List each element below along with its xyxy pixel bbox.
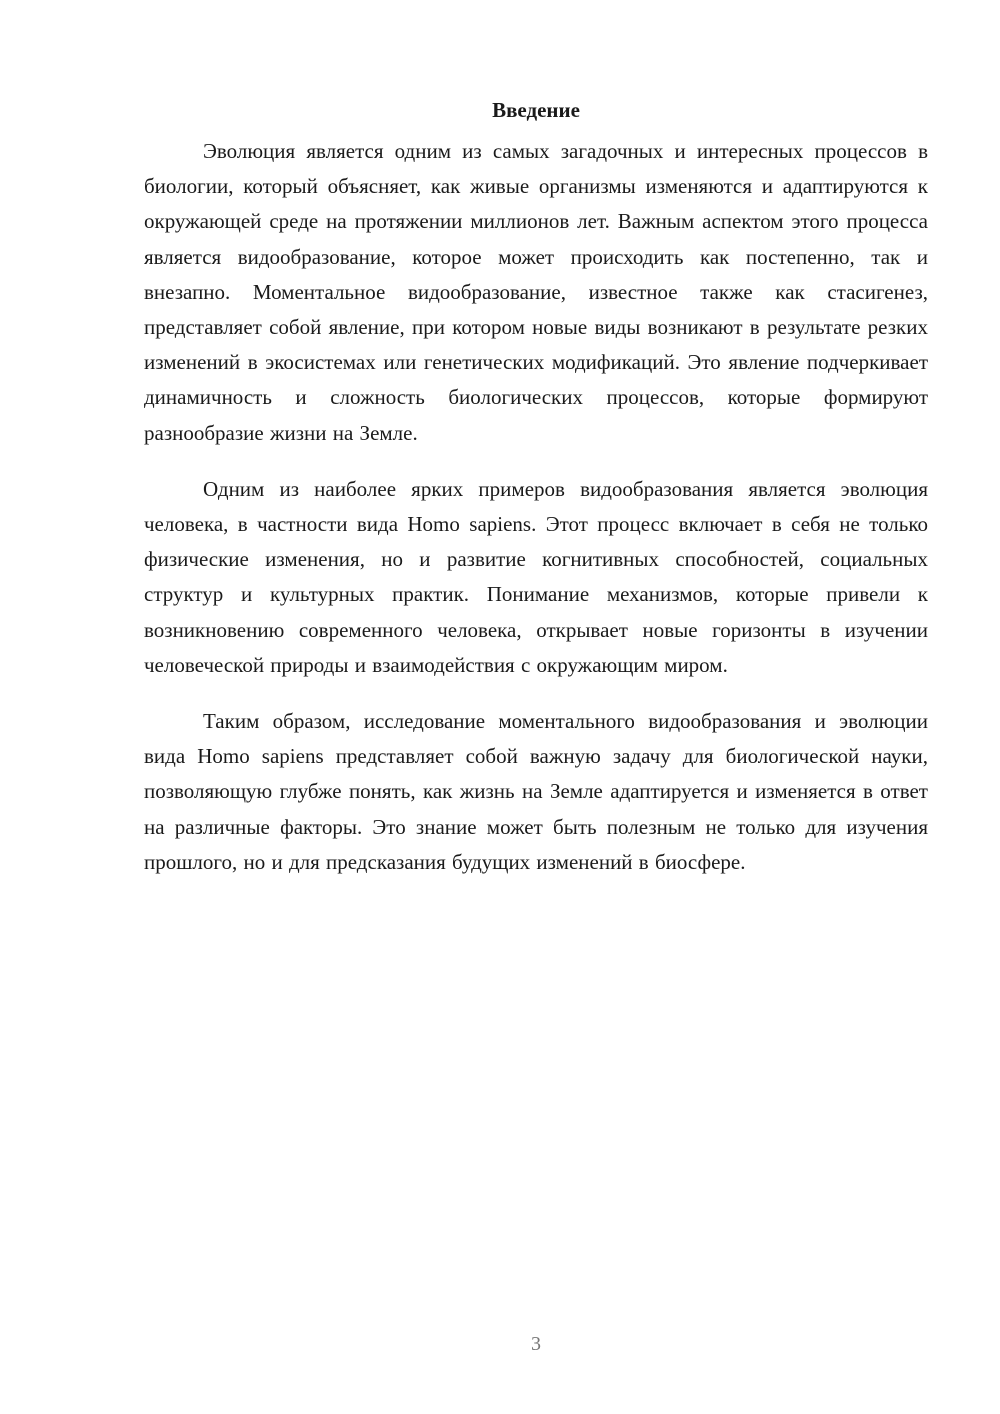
page-content (144, 92, 928, 880)
paragraph-2: Одним из наиболее ярких примеров видообразования является эволюция человека, в частности вида Homo sapiens. Этот процесс включает в себя не только физические изменения, но и развитие когнитивных способностей, социальных структур и культурных практик. Понимание механизмов, которые привели к возникновению современного человека, открывает новые горизонты в изучении человеческой природы и взаимодействия с окружающим миром. (144, 476, 928, 677)
paragraph-1: Эволюция является одним из самых загадочных и интересных процессов в биологии, который объясняет, как живые организмы изменяются и адаптируются к окружающей среде на протяжении миллионов лет. Важным аспектом этого процесса является видообразование, которое может происходить как постепенно, так и внезапно. Моментальное видообразование, известное также как стасигенез, представляет собой явление, при котором новые виды возникают в результате резких изменений в экосистемах или генетических модификаций. Это явление подчеркивает динамичность и сложность биологических процессов, которые формируют разнообразие жизни на Земле. (144, 139, 928, 445)
paragraph-3: Таким образом, исследование моментального видообразования и эволюции вида Homo sapiens представляет собой важную задачу для биологической науки, позволяющую глубже понять, как жизнь на Земле адаптируется и изменяется в ответ на различные факторы. Это знание может быть полезным не только для изучения прошлого, но и для предсказания будущих изменений в биосфере. (144, 709, 928, 874)
page-number: 3 (531, 1333, 541, 1355)
section-title: Введение (492, 98, 580, 122)
